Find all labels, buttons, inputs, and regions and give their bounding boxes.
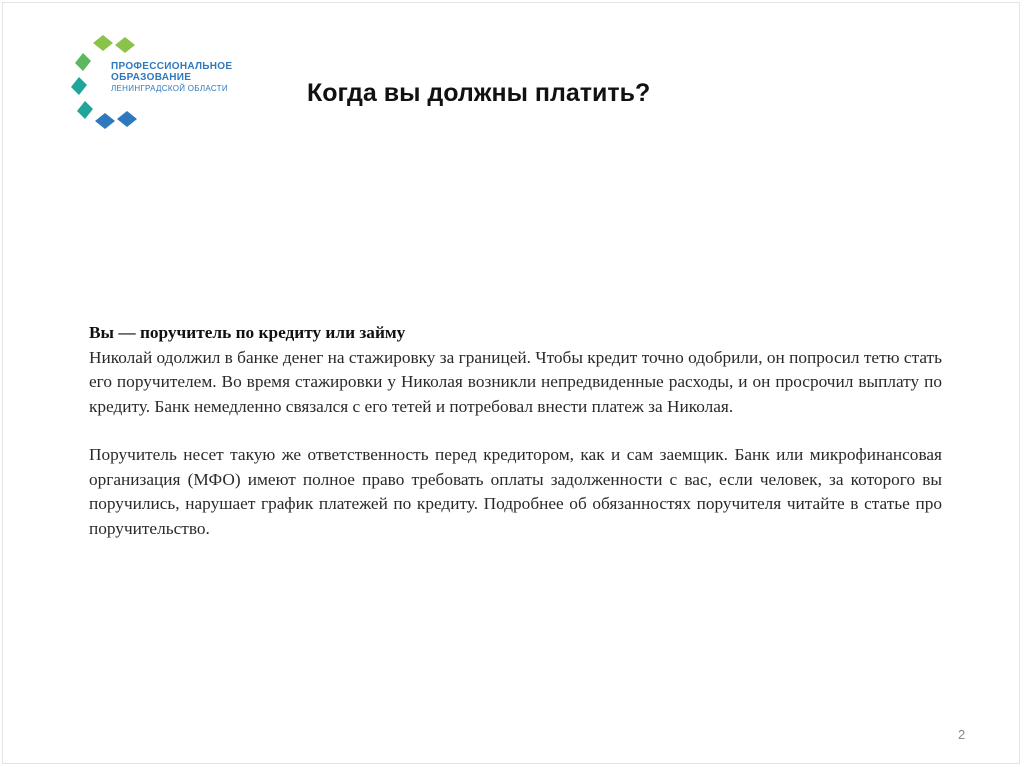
- page-number: 2: [958, 727, 966, 742]
- logo-line-1: ПРОФЕССИОНАЛЬНОЕ: [111, 61, 233, 72]
- logo-line-2: ОБРАЗОВАНИЕ: [111, 72, 192, 83]
- slide-body: [89, 321, 942, 541]
- paragraph-spacer: [89, 419, 942, 443]
- paragraph-2: Поручитель несет такую же ответственность перед кредитором, как и сам заемщик. Банк или микрофинансовая организация (МФО) имеют полное право требовать оплаты задолженности с вас, если человек, за которого вы поручились, нарушает график платежей по кредиту. Подробнее об обязанностях поручителя читайте в статье про поручительство.: [89, 445, 942, 538]
- section-heading: Вы — поручитель по кредиту или займу: [89, 323, 406, 342]
- slide-title: Когда вы должны платить?: [307, 79, 651, 107]
- logo-line-3: ЛЕНИНГРАДСКОЙ ОБЛАСТИ: [111, 84, 228, 93]
- logo: [69, 33, 259, 133]
- paragraph-1: Николай одолжил в банке денег на стажировку за границей. Чтобы кредит точно одобрили, он попросил тетю стать его поручителем. Во время стажировки у Николая возникли непредвиденные расходы, и он просрочил выплату по кредиту. Банк немедленно связался с его тетей и потребовал внести платеж за Николая.: [89, 347, 942, 416]
- slide: [2, 2, 1020, 764]
- logo-text: [111, 61, 232, 94]
